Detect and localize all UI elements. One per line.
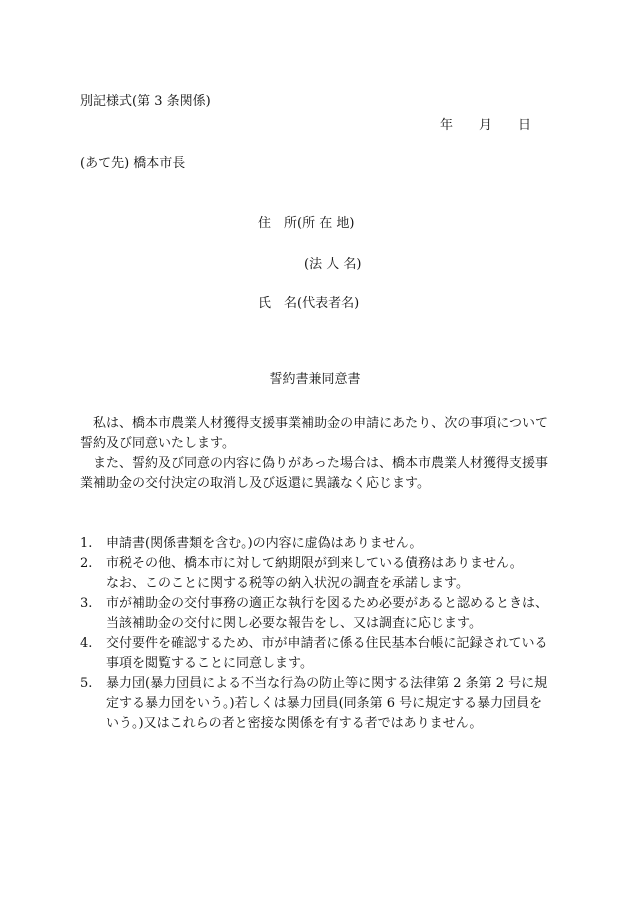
date-line xyxy=(440,116,531,136)
pledge-paragraph: 私は、橋本市農業人材獲得支援事業補助金の申請にあたり、次の事項について誓約及び同意いたします。 xyxy=(80,416,548,451)
form-label: 別記様式(第 3 条関係) xyxy=(80,94,211,109)
item-number: 4. xyxy=(80,636,93,651)
pledge-item xyxy=(80,594,550,634)
item-number: 5. xyxy=(80,676,93,691)
pledge-paragraph: また、誓約及び同意の内容に偽りがあった場合は、橋本市農業人材獲得支援事業補助金の交付決定の取消し及び返還に異議なく応じます。 xyxy=(80,456,548,491)
pledge-item xyxy=(80,554,550,594)
item-text: 市が補助金の交付事務の適正な執行を図るため必要があると認めるときは、当該補助金の交付に関し必要な報告をし、又は調査に応じます。 xyxy=(106,596,549,631)
date-year-label: 年 xyxy=(440,118,454,133)
applicant-name-label: 氏 名(代表者名) xyxy=(258,296,360,311)
date-day-label: 日 xyxy=(518,118,532,133)
item-number: 1. xyxy=(80,536,93,551)
pledge-item xyxy=(80,534,550,554)
applicant-corporate-name-label: (法 人 名) xyxy=(304,257,362,272)
item-text: 暴力団(暴力団員による不当な行為の防止等に関する法律第 2 条第 2 号に規定する暴力団をいう。)若しくは暴力団員(同条第 6 号に規定する暴力団員をいう。)又はこれらの者と密接な関係を有する者ではありません。 xyxy=(106,676,548,731)
document-title: 誓約書兼同意書 xyxy=(269,372,361,387)
pledge-item xyxy=(80,674,550,734)
addressee: (あて先) 橋本市長 xyxy=(80,156,186,171)
item-text: 市税その他、橋本市に対して納期限が到来している債務はありません。 なお、このことに関する税等の納入状況の調査を承諾します。 xyxy=(106,556,523,591)
item-number: 2. xyxy=(80,556,93,571)
date-month-label: 月 xyxy=(479,118,493,133)
pledge-statement xyxy=(80,414,548,494)
item-number: 3. xyxy=(80,596,93,611)
pledge-item xyxy=(80,634,550,674)
item-text: 申請書(関係書類を含む。)の内容に虚偽はありません。 xyxy=(106,536,423,551)
applicant-address-label: 住 所(所 在 地) xyxy=(258,216,355,231)
pledge-items-list xyxy=(80,534,550,734)
item-text: 交付要件を確認するため、市が申請者に係る住民基本台帳に記録されている事項を閲覧することに同意します。 xyxy=(106,636,548,671)
